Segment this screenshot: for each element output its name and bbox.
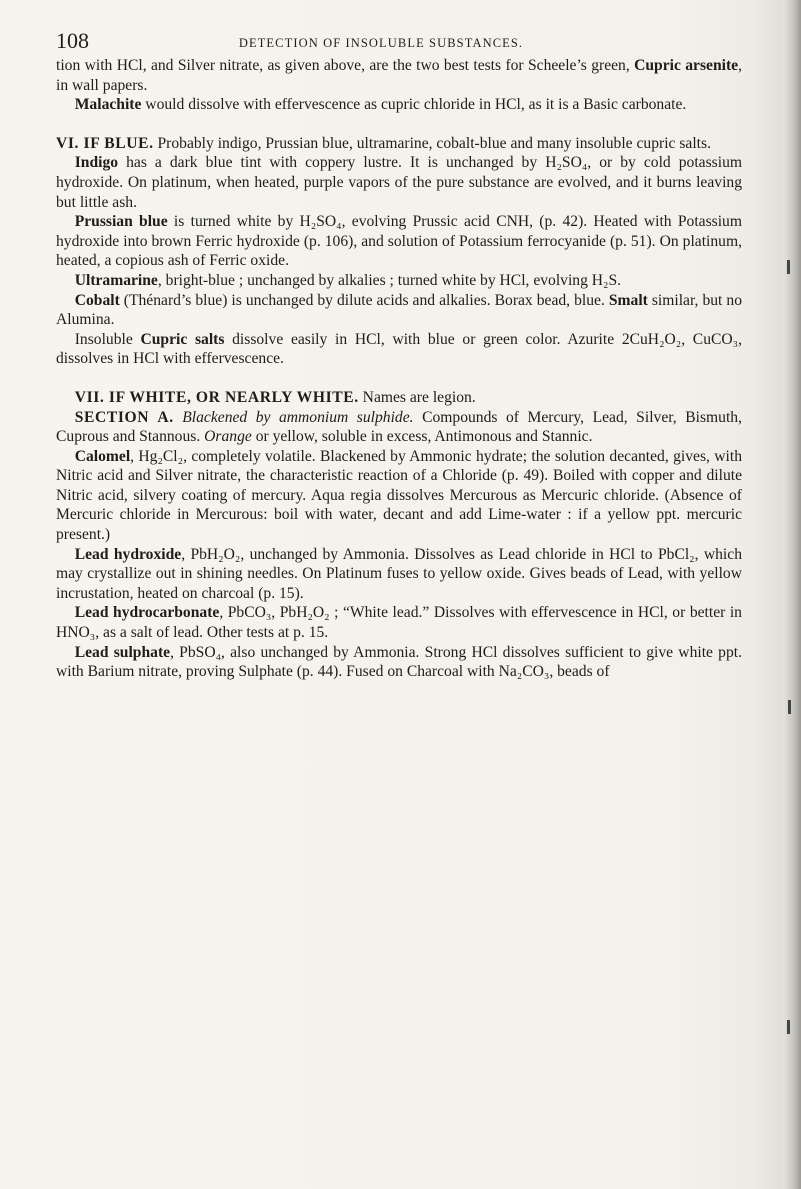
paragraph-p9: [56, 388, 742, 408]
text-ital: Orange: [204, 428, 252, 446]
paragraph-p2: [56, 95, 742, 115]
text-heading: VI. IF BLUE.: [56, 134, 154, 152]
text-term: Ultramarine: [74, 271, 158, 289]
text-term: Cupric arsenite: [634, 57, 739, 74]
text-run: is turned white by H₂SO₄, evolving Prussic acid CNH, (p. 42). Heated with Potassium hydroxide into brown Ferric hydroxide (p. 106), and solution of Potassium ferrocyanide (p. 51). On platinum, heated, a copious ash of Ferric oxide.: [56, 213, 742, 270]
paragraph-gap: [56, 369, 742, 388]
text-run: dissolve easily in HCl, with blue or green color. Azurite 2CuH₂O₂, CuCO₃, dissolves in HCl with effervescence.: [56, 330, 743, 368]
text-heading: SECTION A.: [74, 408, 174, 426]
text-run: , Hg₂Cl₂, completely volatile. Blackened by Ammonic hydrate; the solution decanted, gives, with Nitric acid and Silver nitrate, the characteristic reaction of a Chloride (p. 49). Boiled with copper and dilute Nitric acid, silvery coating of mercury. Aqua regia dissolves Mercurous as Mercuric chloride. (Absence of Mercuric chloride in Mercurous: boil with water, decant and add Lime-water : if a yellow ppt. mercuric present.): [56, 447, 742, 544]
paragraph-p13: [56, 603, 742, 642]
text-term: Lead hydrocarbonate: [74, 604, 220, 622]
edge-mark: [787, 260, 790, 274]
page-edge-shadow: [783, 0, 801, 1189]
paragraph-p7: [56, 291, 742, 330]
text-run: would dissolve with effervescence as cupric chloride in HCl, as it is a Basic carbonate.: [141, 96, 687, 114]
text-term: Lead hydroxide: [74, 545, 182, 563]
text-term: Cobalt: [74, 291, 120, 309]
edge-mark: [787, 1020, 790, 1034]
text-term: Cupric salts: [140, 330, 225, 348]
text-run: or yellow, soluble in excess, Antimonous and Stannic.: [251, 428, 593, 446]
paragraph-p6: [56, 271, 742, 291]
text-term: Smalt: [608, 291, 648, 309]
text-run: Compounds of Mercury, Lead, Silver, Bismuth, Cuprous and Stannous.: [56, 408, 742, 446]
text-run: , PbH₂O₂, unchanged by Ammonia. Dissolves as Lead chloride in HCl to PbCl₂, which may crystallize out in shining needles. On Platinum fuses to yellow oxide. Gives beads of Lead, with yellow incrustation, heated on charcoal (p. 15).: [56, 545, 742, 602]
running-head: DETECTION OF INSOLUBLE SUBSTANCES.: [238, 36, 524, 50]
text-run: , bright-blue ; unchanged by alkalies ; turned white by HCl, evolving H₂S.: [157, 271, 622, 289]
text-run: Names are legion.: [358, 388, 476, 406]
text-term: Indigo: [74, 154, 119, 172]
text-run: has a dark blue tint with coppery lustre. It is unchanged by H₂SO₄, or by cold potassium hydroxide. On platinum, when heated, purple vapors of the pure substance are evolved, and it burns leaving but little ash.: [56, 154, 742, 211]
text-run: [174, 409, 183, 426]
paragraph-p3: [56, 134, 742, 154]
paragraph-p10: [56, 408, 742, 447]
text-run: , PbCO₃, PbH₂O₂ ; “White lead.” Dissolves with effervescence in HCl, or better in HNO₃, as a salt of lead. Other tests at p. 15.: [56, 604, 742, 642]
text-run: tion with HCl, and Silver nitrate, as given above, are the two best tests for Scheele’s green,: [56, 57, 635, 74]
paragraph-p8: [56, 330, 742, 369]
paragraph-p14: [56, 643, 742, 682]
text-ital: Blackened by ammonium sulphide.: [182, 408, 414, 426]
text-run: , in wall papers.: [56, 57, 742, 94]
page-header: [56, 28, 756, 54]
text-run: Probably indigo, Prussian blue, ultramarine, cobalt-blue and many insoluble cupric salts.: [153, 134, 711, 152]
text-term: Malachite: [74, 96, 142, 114]
text-run: similar, but no Alumina.: [56, 291, 742, 329]
body-text: [56, 56, 742, 682]
paragraph-gap: [56, 115, 742, 134]
paragraph-p4: [56, 153, 742, 212]
paragraph-p5: [56, 212, 742, 271]
paragraph-p11: [56, 447, 742, 545]
text-term: Prussian blue: [74, 213, 168, 231]
text-term: Calomel: [74, 447, 131, 465]
text-run: Insoluble: [74, 330, 141, 348]
text-heading: VII. IF WHITE, OR NEARLY WHITE.: [74, 388, 359, 406]
text-term: Lead sulphate: [74, 643, 171, 661]
text-run: , PbSO₄, also unchanged by Ammonia. Strong HCl dissolves sufficient to give white ppt. with Barium nitrate, proving Sulphate (p. 44). Fused on Charcoal with Na₂CO₃, beads of: [56, 643, 742, 681]
paragraph-p12: [56, 545, 742, 604]
page-number: 108: [56, 28, 89, 53]
text-run: (Thénard’s blue) is unchanged by dilute acids and alkalies. Borax bead, blue.: [119, 291, 609, 309]
edge-mark: [788, 700, 791, 714]
paragraph-p1: [56, 56, 742, 95]
